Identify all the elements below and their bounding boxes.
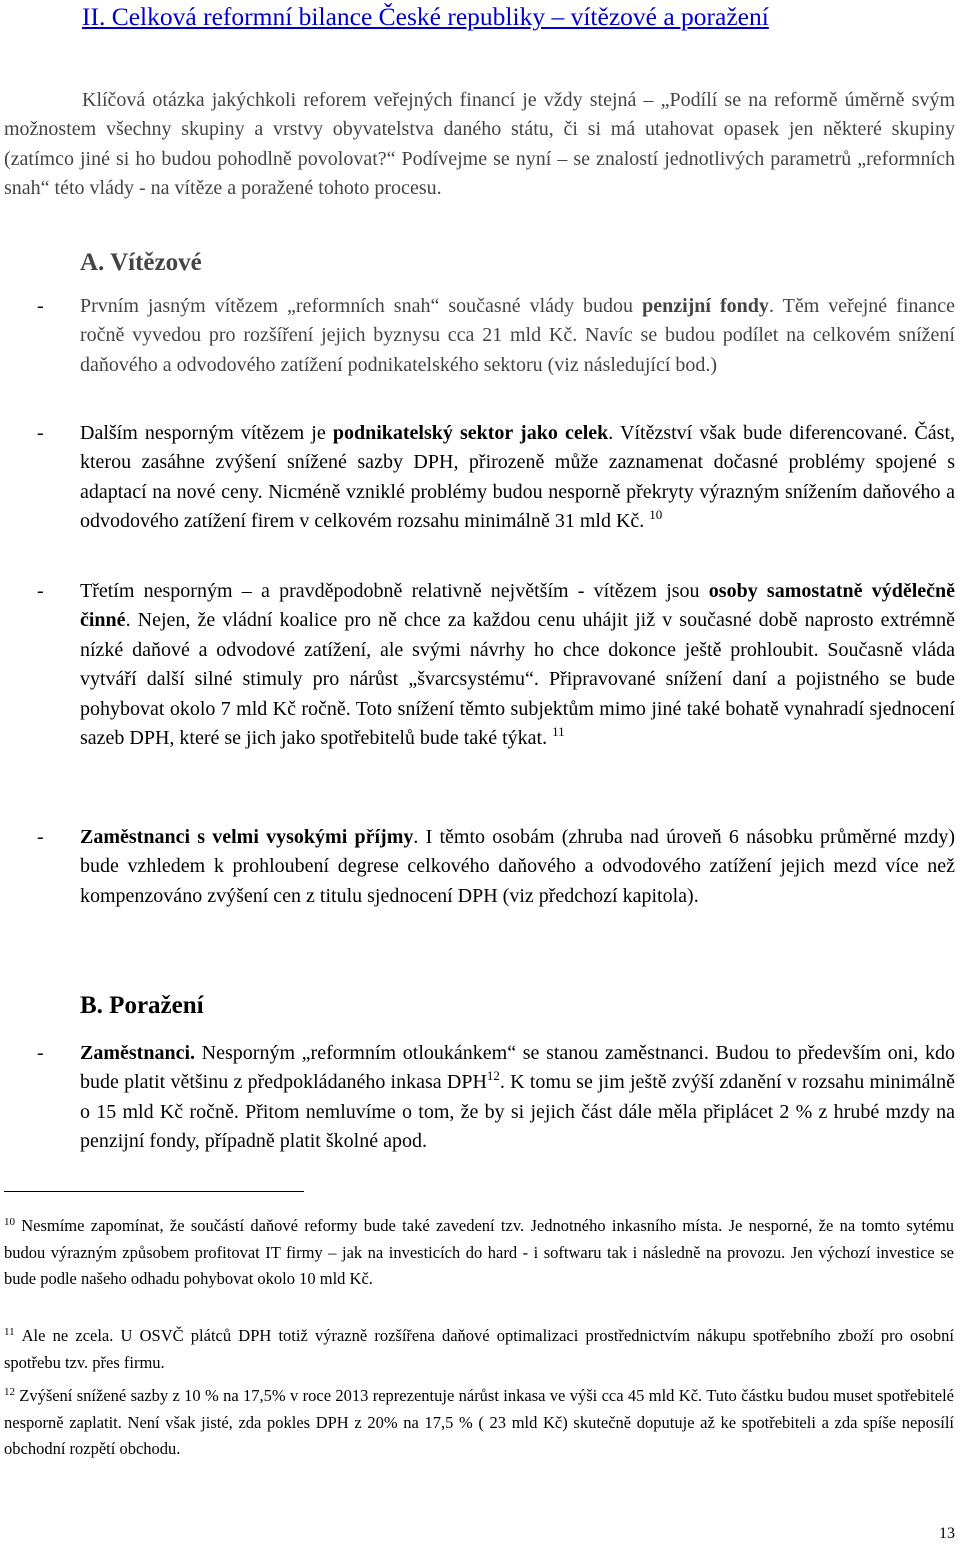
item-text-pre: Třetím nesporným – a pravděpodobně relativně největším - vítězem jsou (80, 580, 709, 602)
footnote-11 (4, 1323, 954, 1376)
footnote-text: Zvýšení snížené sazby z 10 % na 17,5% v roce 2013 reprezentuje nárůst inkasa ve výši cca 45 mld Kč. Tuto částku budou muset spotřebitelé nesporně zaplatit. Není však jisté, zda pokles DPH z 20% na 17,5 % ( 23 mld Kč) skutečně doputuje až ke spotřebiteli a zda spíše neposílí obchodní rozpětí obchodu. (4, 1386, 955, 1458)
footnote-separator (4, 1191, 304, 1192)
footnote-ref[interactable]: 10 (649, 507, 663, 523)
item-text-pre: Dalším nesporným vítězem je (80, 422, 333, 444)
item-text-post: Nesporným „reformním otloukánkem“ se stanou zaměstnanci. Budou to především oni, kdo bude platit většinu z předpokládaného inkasa DPH (80, 1042, 955, 1094)
item-text-post: . Vítězství však bude diferencované. Část, kterou zasáhne zvýšení snížené sazby DPH, přirozeně může zaznamenat dočasné problémy spojené s adaptací na nové ceny. Nicméně vzniklé problémy budou nesporně překryty výrazným snížením daňového a odvodového zatížení firem v celkovém rozsahu minimálně 31 mld Kč. (80, 422, 956, 533)
list-item-text (80, 1039, 955, 1157)
footnote-text: Nesmíme zapomínat, že součástí daňové reformy bude také zavedení tzv. Jednotného inkasního místa. Je nesporné, že na tomto sytému budou výrazným způsobem profitovat IT firmy – jak na investicích do hard - i softwaru tak i následně na provozu. Jen výchozí investice se bude podle našeho odhadu pohybovat okolo 10 mld Kč. (4, 1216, 954, 1288)
list-dash: - (37, 826, 44, 848)
item-text-post: . Těm veřejné finance ročně vyvedou pro rozšíření jejich byznysu cca 21 mld Kč. Navíc se budou podílet na celkovém snížení daňového a odvodového zatížení podnikatelského sektoru (viz následující bod.) (80, 295, 956, 376)
list-dash: - (37, 1042, 44, 1064)
section-a-heading: A. Vítězové (80, 249, 202, 276)
item-text-bold: Zaměstnanci. (80, 1042, 195, 1064)
item-text-bold: osoby samostatně výdělečně činné (80, 580, 956, 632)
item-text-bold: penzijní fondy (642, 295, 769, 317)
footnote-number: 10 (4, 1216, 15, 1228)
footnote-ref[interactable]: 11 (552, 724, 565, 740)
item-text-bold: Zaměstnanci s velmi vysokými příjmy (80, 826, 414, 848)
item-text-post: . I těmto osobám (zhruba nad úroveň 6 násobku průměrné mzdy) bude vzhledem k prohloubení degrese celkového daňového a odvodového zatížení jejich mezd více než kompenzováno zvýšení cen z titulu sjednocení DPH (viz předchozí kapitola). (80, 826, 956, 907)
footnote-number: 11 (4, 1326, 15, 1338)
list-dash: - (37, 295, 44, 317)
list-dash: - (37, 422, 44, 444)
page-number: 13 (939, 1525, 955, 1542)
footnote-10 (4, 1213, 954, 1293)
list-item-text (80, 577, 955, 753)
item-text-post: . K tomu se jim ještě zvýší zdanění v rozsahu minimálně o 15 mld Kč ročně. Přitom nemluvíme o tom, že by si jejich část dále měla připlácet 2 % z hrubé mzdy na penzijní fondy, případně platit školné apod. (80, 1071, 955, 1153)
list-item-text (80, 419, 955, 537)
list-item-text (80, 292, 955, 380)
section-b-heading: B. Poražení (80, 992, 204, 1019)
footnote-text: Ale ne zcela. U OSVČ plátců DPH totiž výrazně rozšířena daňové optimalizaci prostřednictvím nákupu spotřebního zboží pro osobní spotřebu tzv. přes firmu. (4, 1326, 955, 1372)
footnote-12 (4, 1383, 954, 1463)
item-text-bold: podnikatelský sektor jako celek (332, 422, 609, 444)
list-dash: - (37, 580, 44, 602)
item-text-post: . Nejen, že vládní koalice pro ně chce za každou cenu uhájit již v současné době naprosto extrémně nízké daňové a odvodové zatížení, ale svými návrhy ho chce dokonce ještě prohloubit. Současně vláda vytváří další silné stimuly pro nárůst „švarcsystému“. Připravované snížení daní a pojistného se bude pohybovat okolo 7 mld Kč ročně. Toto snížení těmto subjektům mimo jiné také bohatě vynahradí sjednocení sazeb DPH, které se jich jako spotřebitelů bude také týkat. (80, 609, 955, 750)
chapter-heading: II. Celková reformní bilance České republiky – vítězové a poražení (82, 2, 769, 31)
list-item-text (80, 823, 955, 911)
item-text-pre: Prvním jasným vítězem „reformních snah“ současné vlády budou (80, 295, 643, 317)
intro-paragraph (4, 86, 955, 204)
footnote-number: 12 (4, 1386, 15, 1398)
footnote-ref[interactable]: 12 (486, 1068, 500, 1084)
intro-text: Klíčová otázka jakýchkoli reforem veřejných financí je vždy stejná – „Podílí se na reformě úměrně svým možnostem všechny skupiny a vrstvy obyvatelstva daného státu, či si má utahovat opasek jen některé skupiny (zatímco jiné si ho budou pohodlně povolovat?“ Podívejme se nyní – se znalostí jednotlivých parametrů „reformních snah“ této vlády - na vítěze a poražené tohoto procesu. (4, 89, 955, 200)
